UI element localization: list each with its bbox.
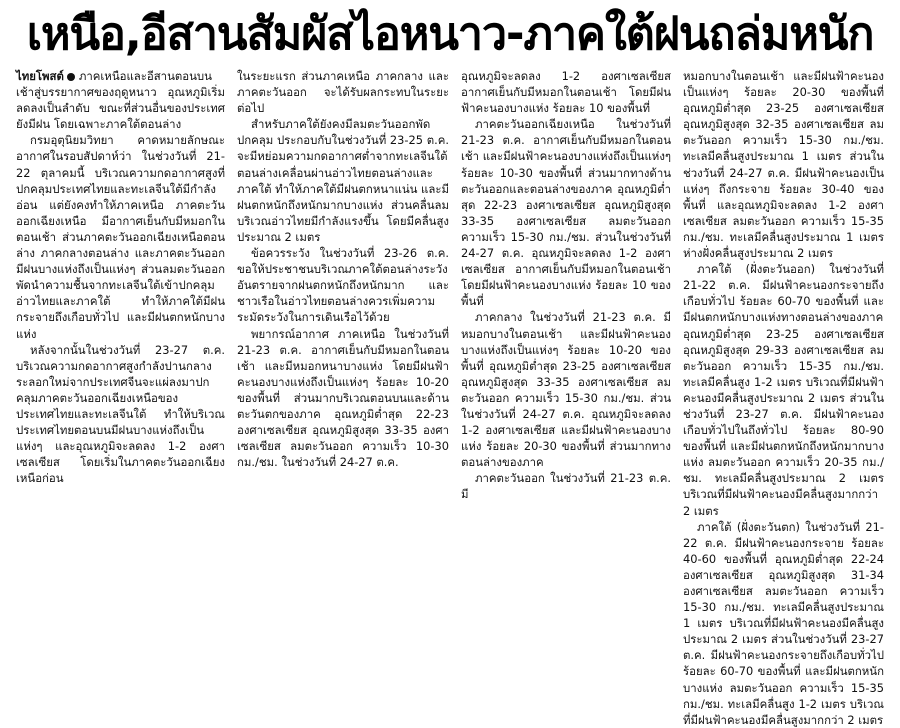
paragraph: ภาคตะวันออกเฉียงเหนือ ในช่วงวันที่ 21-23 ต.ค. อากาศเย็นกับมีหมอกในตอนเช้า และมีฝนฟ้าคะนองบางแห่งถึงเป็นแห่งๆ ร้อยละ 10-30 ของพื้นที่ ส่วนมากทางด้านตะวันออกและตอนล่างของภาค อุณหภูมิต่ำสุด 22-23 องศาเซลเซียส อุณหภูมิสูงสุด 33-35 องศาเซลเซียส ลมตะวันออก ความเร็ว 15-30 กม./ชม. ส่วนในช่วงวันที่ 24-27 ต.ค. อุณหภูมิจะลดลง 1-2 องศาเซลเซียส อากาศเย็นกับมีหมอกในตอนเช้า โดยมีฝนฟ้าคะนองบางแห่ง ร้อยละ 10 ของพื้นที่ [461,117,671,309]
paragraph: หลังจากนั้นในช่วงวันที่ 23-27 ต.ค. บริเวณความกดอากาศสูงกำลังปานกลางระลอกใหม่จากประเทศจีนจะแผ่ลงมาปกคลุมภาคตะวันออกเฉียงเหนือของประเทศไทยและทะเลจีนใต้ ทำให้บริเวณประเทศไทยตอนบนมีฝนบางแห่งถึงเป็นแห่งๆ และอุณหภูมิจะลดลง 1-2 องศาเซลเซียส โดยเริ่มในภาคตะวันออกเฉียงเหนือก่อน [16,342,225,486]
paragraph: กรมอุตุนิยมวิทยา คาดหมายลักษณะอากาศในรอบสัปดาห์ว่า ในช่วงวันที่ 21-22 ตุลาคมนี้ บริเวณความกดอากาศสูงที่ปกคลุมประเทศไทยและทะเลจีนใต้มีกำลังอ่อน แต่ยังคงทำให้ภาคเหนือ ภาคตะวันออกเฉียงเหนือ มีอากาศเย็นกับมีหมอกในตอนเช้า ส่วนภาคตะวันออกเฉียงเหนือตอนล่าง ภาคกลางตอนล่าง และภาคตะวันออก มีฝนบางแห่งถึงเป็นแห่งๆ ส่วนลมตะวันออกพัดนำความชื้นจากทะเลจีนใต้เข้าปกคลุมอ่าวไทยและภาคใต้ ทำให้ภาคใต้มีฝนกระจายถึงเกือบทั่วไป และมีฝนตกหนักบางแห่ง [16,133,225,341]
paragraph: สำหรับภาคใต้ยังคงมีลมตะวันออกพัดปกคลุม ประกอบกับในช่วงวันที่ 23-25 ต.ค. จะมีหย่อมความกดอากาศต่ำจากทะเลจีนใต้ตอนล่างเคลื่อนผ่านอ่าวไทยตอนล่างและภาคใต้ ทำให้ภาคใต้มีฝนตกหนาแน่น และมีฝนตกหนักถึงหนักมากบางแห่ง ส่วนคลื่นลมบริเวณอ่าวไทยมีกำลังแรงขึ้น โดยมีคลื่นสูงประมาณ 2 เมตร [237,117,450,244]
article-column-2 [231,68,455,660]
paragraph: พยากรณ์อากาศ ภาคเหนือ ในช่วงวันที่ 21-23 ต.ค. อากาศเย็นกับมีหมอกในตอนเช้า และมีหมอกหนาบางแห่ง โดยมีฝนฟ้าคะนองบางแห่งถึงเป็นแห่งๆ ร้อยละ 10-20 ของพื้นที่ ส่วนมากบริเวณตอนบนและด้านตะวันตกของภาค อุณหภูมิต่ำสุด 22-23 องศาเซลเซียส อุณหภูมิสูงสุด 33-35 องศาเซลเซียส ลมตะวันออก ความเร็ว 10-30 กม./ชม. ในช่วงวันที่ 24-27 ต.ค. [237,326,449,470]
lead-paragraph [16,68,225,132]
article-column-1 [10,68,231,660]
paragraph: หมอกบางในตอนเช้า และมีฝนฟ้าคะนองเป็นแห่งๆ ร้อยละ 20-30 ของพื้นที่ อุณหภูมิต่ำสุด 23-25 องศาเซลเซียส อุณหภูมิสูงสุด 32-35 องศาเซลเซียส ลมตะวันออก ความเร็ว 15-30 กม./ชม. ทะเลมีคลื่นสูงประมาณ 1 เมตร ส่วนในช่วงวันที่ 24-27 ต.ค. มีฝนฟ้าคะนองเป็นแห่งๆ ถึงกระจาย ร้อยละ 30-40 ของพื้นที่ และอุณหภูมิจะลดลง 1-2 องศาเซลเซียส ลมตะวันออก ความเร็ว 15-35 กม./ชม. ทะเลมีคลื่นสูงประมาณ 1 เมตร ห่างฝั่งคลื่นสูงประมาณ 2 เมตร [683,69,884,261]
byline: ไทยโพสต์ [16,69,64,83]
paragraph: ภาคกลาง ในช่วงวันที่ 21-23 ต.ค. มีหมอกบางในตอนเช้า และมีฝนฟ้าคะนองบางแห่งถึงเป็นแห่งๆ ร้อยละ 10-20 ของพื้นที่ อุณหภูมิต่ำสุด 23-25 องศาเซลเซียส อุณหภูมิสูงสุด 33-35 องศาเซลเซียส ลมตะวันออก ความเร็ว 15-30 กม./ชม. ส่วนในช่วงวันที่ 24-27 ต.ค. อุณหภูมิจะลดลง 1-2 องศาเซลเซียส และมีฝนฟ้าคะนองบางแห่ง ร้อยละ 20-30 ของพื้นที่ ส่วนมากทางตอนล่างของภาค [461,310,671,470]
article-body [10,68,890,727]
paragraph: ข้อควรระวัง ในช่วงวันที่ 23-26 ต.ค. ขอให้ประชาชนบริเวณภาคใต้ตอนล่างระวังอันตรายจากฝนตกหนักถึงหนักมาก และชาวเรือในอ่าวไทยตอนล่างควรเพิ่มความระมัดระวังในการเดินเรือไว้ด้วย [237,246,449,325]
paragraph: อุณหภูมิจะลดลง 1-2 องศาเซลเซียส อากาศเย็นกับมีหมอกในตอนเช้า โดยมีฝนฟ้าคะนองบางแห่ง ร้อยละ 10 ของพื้นที่ [461,69,671,116]
article-column-3 [455,68,677,660]
paragraph: ภาคเหนือและอีสานตอนบนเช้าสู่บรรยากาศของฤดูหนาว อุณหภูมิเริ่มลดลงเป็นลำดับ ขณะที่ส่วนอื่นของประเทศยังมีฝน โดยเฉพาะภาคใต้ตอนล่าง [16,69,225,132]
paragraph: ภาคใต้ (ฝั่งตะวันตก) ในช่วงวันที่ 21-22 ต.ค. มีฝนฟ้าคะนองกระจาย ร้อยละ 40-60 ของพื้นที่ อุณหภูมิต่ำสุด 22-24 องศาเซลเซียส อุณหภูมิสูงสุด 31-34 องศาเซลเซียส ลมตะวันออก ความเร็ว 15-30 กม./ชม. ทะเลมีคลื่นสูงประมาณ 1 เมตร บริเวณที่มีฝนฟ้าคะนองมีคลื่นสูงประมาณ 2 เมตร ส่วนในช่วงวันที่ 23-27 ต.ค. มีฝนฟ้าคะนองกระจายถึงเกือบทั่วไป ร้อยละ 60-70 ของพื้นที่ และมีฝนตกหนักบางแห่ง ลมตะวันออก ความเร็ว 15-35 กม./ชม. ทะเลมีคลื่นสูง 1-2 เมตร บริเวณที่มีฝนฟ้าคะนองมีคลื่นสูงมากกว่า 2 เมตร [683,519,884,727]
headline: เหนือ,อีสานสัมผัสไอหนาว-ภาคใต้ฝนถล่มหนัก [26,7,874,60]
bullet-icon [67,73,75,81]
article-column-4 [677,68,890,727]
paragraph: ภาคตะวันออก ในช่วงวันที่ 21-23 ต.ค. มี [461,471,671,502]
paragraph: ในระยะแรก ส่วนภาคเหนือ ภาคกลาง และภาคตะวันออก จะได้รับผลกระทบในระยะต่อไป [237,69,449,116]
paragraph: ภาคใต้ (ฝั่งตะวันออก) ในช่วงวันที่ 21-22 ต.ค. มีฝนฟ้าคะนองกระจายถึงเกือบทั่วไป ร้อยละ 60-70 ของพื้นที่ และมีฝนตกหนักบางแห่งทางตอนล่างของภาค อุณหภูมิต่ำสุด 23-25 องศาเซลเซียส อุณหภูมิสูงสุด 29-33 องศาเซลเซียส ลมตะวันออก ความเร็ว 15-35 กม./ชม. ทะเลมีคลื่นสูง 1-2 เมตร บริเวณที่มีฝนฟ้าคะนองมีคลื่นสูงประมาณ 2 เมตร ส่วนในช่วงวันที่ 23-27 ต.ค. มีฝนฟ้าคะนองเกือบทั่วไปในถึงทั่วไป ร้อยละ 80-90 ของพื้นที่ และมีฝนตกหนักถึงหนักมากบางแห่ง ลมตะวันออก ความเร็ว 20-35 กม./ชม. ทะเลมีคลื่นสูงประมาณ 2 เมตร บริเวณที่มีฝนฟ้าคะนองมีคลื่นสูงมากกว่า 2 เมตร [683,262,884,518]
